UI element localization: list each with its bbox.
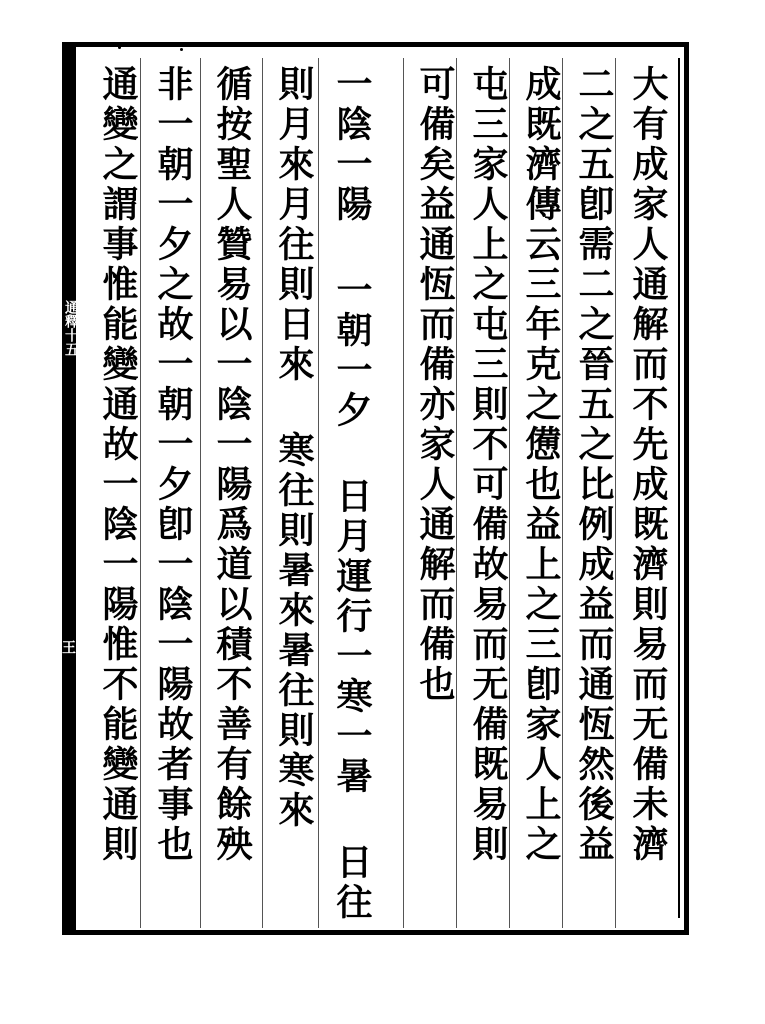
text-column-10: 通變之謂事惟能變通故一陰一陽惟不能變通則 (97, 65, 139, 865)
column-rule (200, 58, 201, 928)
text-column-1: 大有成家人通解而不先成既濟則易而无備未濟 (627, 65, 669, 865)
folio-mark: 王 (60, 640, 76, 654)
column-rule (262, 58, 263, 928)
text-column-3: 成既濟傳云三年克之憊也益上之三卽家人上之 (520, 65, 562, 865)
ink-speck (118, 46, 121, 49)
ink-speck (180, 48, 183, 51)
text-column-4: 屯三家人上之屯三則不可備故易而无備既易則 (467, 65, 509, 865)
text-column-8: 循按聖人贊易以一陰一陽爲道以積不善有餘殃 (211, 65, 253, 865)
frame-inner-rule-right (678, 58, 680, 918)
text-column-2: 二之五卽需二之晉五之比例成益而通恆然後益 (573, 65, 615, 865)
text-column-7: 則月來月往則日來 寒往則暑來暑往則寒來 (273, 65, 315, 831)
frame-gutter-bar (62, 42, 76, 935)
text-column-5: 可備矣益通恆而備亦家人通解而備也 (414, 65, 456, 705)
margin-label: 通釋十五 (63, 300, 79, 356)
column-rule (403, 58, 404, 928)
text-column-9: 非一朝一夕之故一朝一夕卽一陰一陽故者事也 (152, 65, 194, 865)
text-column-6: 一陰一陽 一朝一夕 日月運行一寒一暑 日往 (331, 65, 373, 923)
